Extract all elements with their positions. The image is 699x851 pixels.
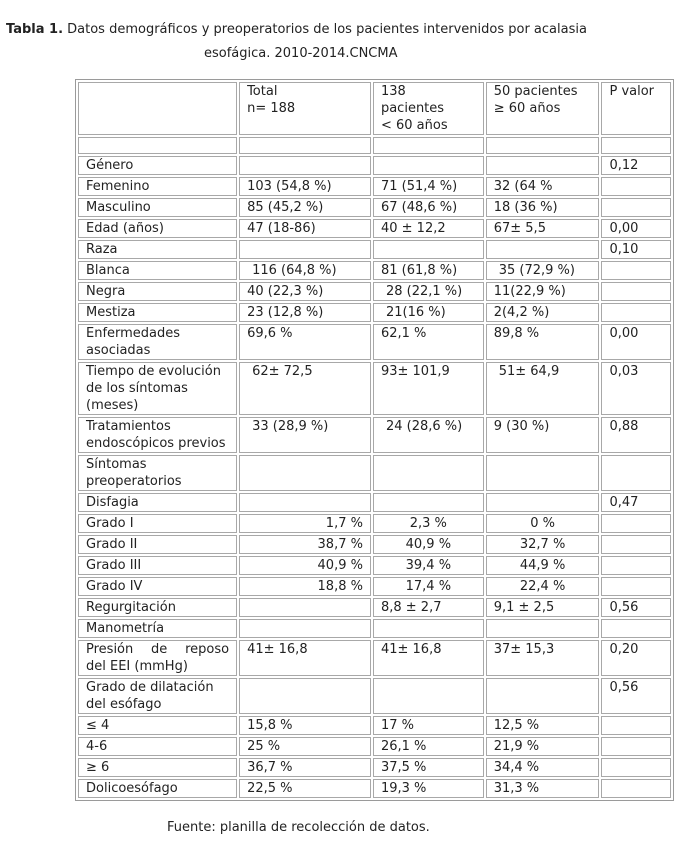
cell-total: 36,7 % xyxy=(239,758,371,777)
cell-total: 22,5 % xyxy=(239,779,371,798)
caption-label: Tabla 1. xyxy=(6,22,64,37)
header-cell-blank xyxy=(78,82,237,135)
cell-over-60: 89,8 % xyxy=(486,324,600,360)
row-label: Grado II xyxy=(78,535,237,554)
table-row xyxy=(78,455,671,491)
table-row xyxy=(78,779,671,798)
table-row xyxy=(78,737,671,756)
row-label: Género xyxy=(78,156,237,175)
cell-over-60: 44,9 % xyxy=(486,556,600,575)
row-label: Negra xyxy=(78,282,237,301)
row-label: Disfagia xyxy=(78,493,237,512)
cell-p: 0,03 xyxy=(601,362,671,415)
cell-p: 0,88 xyxy=(601,417,671,453)
row-label: Regurgitación xyxy=(78,598,237,617)
cell-over-60: 67± 5,5 xyxy=(486,219,600,238)
header-p-value: P valor xyxy=(601,82,671,135)
table-row xyxy=(78,177,671,196)
header-under-60: 138 pacientes < 60 años xyxy=(373,82,484,135)
table-row xyxy=(78,324,671,360)
row-label: Mestiza xyxy=(78,303,237,322)
cell-under-60: 37,5 % xyxy=(373,758,484,777)
table-row xyxy=(78,156,671,175)
table-row xyxy=(78,282,671,301)
cell-total: 62± 72,5 xyxy=(239,362,371,415)
table-row xyxy=(78,198,671,217)
row-label: Grado I xyxy=(78,514,237,533)
row-label: Raza xyxy=(78,240,237,259)
cell-total: 116 (64,8 %) xyxy=(239,261,371,280)
cell-total: 18,8 % xyxy=(239,577,371,596)
cell-over-60: 32 (64 % xyxy=(486,177,600,196)
cell-over-60: 9,1 ± 2,5 xyxy=(486,598,600,617)
cell-under-60: 39,4 % xyxy=(373,556,484,575)
table-header-row xyxy=(78,82,671,135)
cell-under-60: 41± 16,8 xyxy=(373,640,484,676)
caption-text-line2: esofágica. 2010-2014.CNCMA xyxy=(204,46,398,61)
table-row xyxy=(78,514,671,533)
row-label-line2: del EEI (mmHg) xyxy=(86,659,188,674)
cell-total: 15,8 % xyxy=(239,716,371,735)
cell-over-60: 0 % xyxy=(486,514,600,533)
cell-under-60: 17,4 % xyxy=(373,577,484,596)
cell-under-60: 93± 101,9 xyxy=(373,362,484,415)
row-label: Dolicoesófago xyxy=(78,779,237,798)
cell-under-60: 2,3 % xyxy=(373,514,484,533)
table-row xyxy=(78,535,671,554)
cell-p xyxy=(601,177,671,196)
row-label: ≤ 4 xyxy=(78,716,237,735)
table-row xyxy=(78,758,671,777)
cell-total: 69,6 % xyxy=(239,324,371,360)
cell-over-60: 11(22,9 %) xyxy=(486,282,600,301)
cell-under-60: 40,9 % xyxy=(373,535,484,554)
row-label: Manometría xyxy=(78,619,237,638)
cell-over-60: 31,3 % xyxy=(486,779,600,798)
cell-over-60: 32,7 % xyxy=(486,535,600,554)
table-row xyxy=(78,261,671,280)
cell-over-60: 22,4 % xyxy=(486,577,600,596)
table-row-empty xyxy=(78,137,671,154)
row-label: Tratamientos endoscópicos previos xyxy=(78,417,237,453)
row-label: Grado de dilatación del esófago xyxy=(78,678,237,714)
cell-under-60: 71 (51,4 %) xyxy=(373,177,484,196)
cell-total: 25 % xyxy=(239,737,371,756)
cell-over-60: 9 (30 %) xyxy=(486,417,600,453)
cell-under-60: 21(16 %) xyxy=(373,303,484,322)
row-label: 4-6 xyxy=(78,737,237,756)
row-label: Grado IV xyxy=(78,577,237,596)
header-over-60: 50 pacientes ≥ 60 años xyxy=(486,82,600,135)
row-label: Edad (años) xyxy=(78,219,237,238)
cell-total: 40,9 % xyxy=(239,556,371,575)
cell-p: 0,56 xyxy=(601,678,671,714)
table-row xyxy=(78,678,671,714)
cell-total: 103 (54,8 %) xyxy=(239,177,371,196)
row-label: Enfermedades asociadas xyxy=(78,324,237,360)
cell-under-60: 81 (61,8 %) xyxy=(373,261,484,280)
cell-under-60: 26,1 % xyxy=(373,737,484,756)
cell-under-60: 19,3 % xyxy=(373,779,484,798)
cell-p: 0,47 xyxy=(601,493,671,512)
cell-over-60: 35 (72,9 %) xyxy=(486,261,600,280)
row-label: Grado III xyxy=(78,556,237,575)
cell-under-60: 28 (22,1 %) xyxy=(373,282,484,301)
cell-over-60: 34,4 % xyxy=(486,758,600,777)
cell-under-60: 40 ± 12,2 xyxy=(373,219,484,238)
cell-over-60: 37± 15,3 xyxy=(486,640,600,676)
cell-under-60: 8,8 ± 2,7 xyxy=(373,598,484,617)
row-label: Masculino xyxy=(78,198,237,217)
table-row xyxy=(78,240,671,259)
table-row xyxy=(78,219,671,238)
cell-p: 0,20 xyxy=(601,640,671,676)
row-label: ≥ 6 xyxy=(78,758,237,777)
table-row xyxy=(78,417,671,453)
cell-total: 38,7 % xyxy=(239,535,371,554)
cell-p: 0,00 xyxy=(601,324,671,360)
caption-text: Datos demográficos y preoperatorios de los pacientes intervenidos por acalasia xyxy=(67,22,587,37)
cell-over-60: 21,9 % xyxy=(486,737,600,756)
cell-p: 0,12 xyxy=(601,156,671,175)
table-row xyxy=(78,577,671,596)
table-caption xyxy=(6,18,696,66)
cell-under-60: 24 (28,6 %) xyxy=(373,417,484,453)
row-label: Síntomas preoperatorios xyxy=(78,455,237,491)
cell-p: 0,10 xyxy=(601,240,671,259)
cell-over-60: 51± 64,9 xyxy=(486,362,600,415)
demographics-table xyxy=(75,79,674,801)
cell-p: 0,56 xyxy=(601,598,671,617)
source-footnote: Fuente: planilla de recolección de datos. xyxy=(167,820,430,835)
row-label xyxy=(78,640,237,676)
cell-total: 1,7 % xyxy=(239,514,371,533)
cell-under-60: 67 (48,6 %) xyxy=(373,198,484,217)
table-row xyxy=(78,303,671,322)
header-total: Total n= 188 xyxy=(239,82,371,135)
cell-total: 23 (12,8 %) xyxy=(239,303,371,322)
table-row xyxy=(78,493,671,512)
cell-under-60: 17 % xyxy=(373,716,484,735)
cell-total: 85 (45,2 %) xyxy=(239,198,371,217)
cell-total: 33 (28,9 %) xyxy=(239,417,371,453)
table-row xyxy=(78,556,671,575)
cell-over-60: 12,5 % xyxy=(486,716,600,735)
cell-over-60: 2(4,2 %) xyxy=(486,303,600,322)
table-row xyxy=(78,640,671,676)
table-row xyxy=(78,619,671,638)
row-label: Tiempo de evolución de los síntomas (meses) xyxy=(78,362,237,415)
cell-total: 40 (22,3 %) xyxy=(239,282,371,301)
cell-under-60: 62,1 % xyxy=(373,324,484,360)
row-label: Blanca xyxy=(78,261,237,280)
table-row xyxy=(78,362,671,415)
cell-p xyxy=(601,198,671,217)
table-row xyxy=(78,598,671,617)
cell-total: 47 (18-86) xyxy=(239,219,371,238)
table-row xyxy=(78,716,671,735)
cell-total: 41± 16,8 xyxy=(239,640,371,676)
cell-p: 0,00 xyxy=(601,219,671,238)
cell-over-60: 18 (36 %) xyxy=(486,198,600,217)
row-label: Femenino xyxy=(78,177,237,196)
row-label-line1: Presión de reposo xyxy=(86,642,230,657)
